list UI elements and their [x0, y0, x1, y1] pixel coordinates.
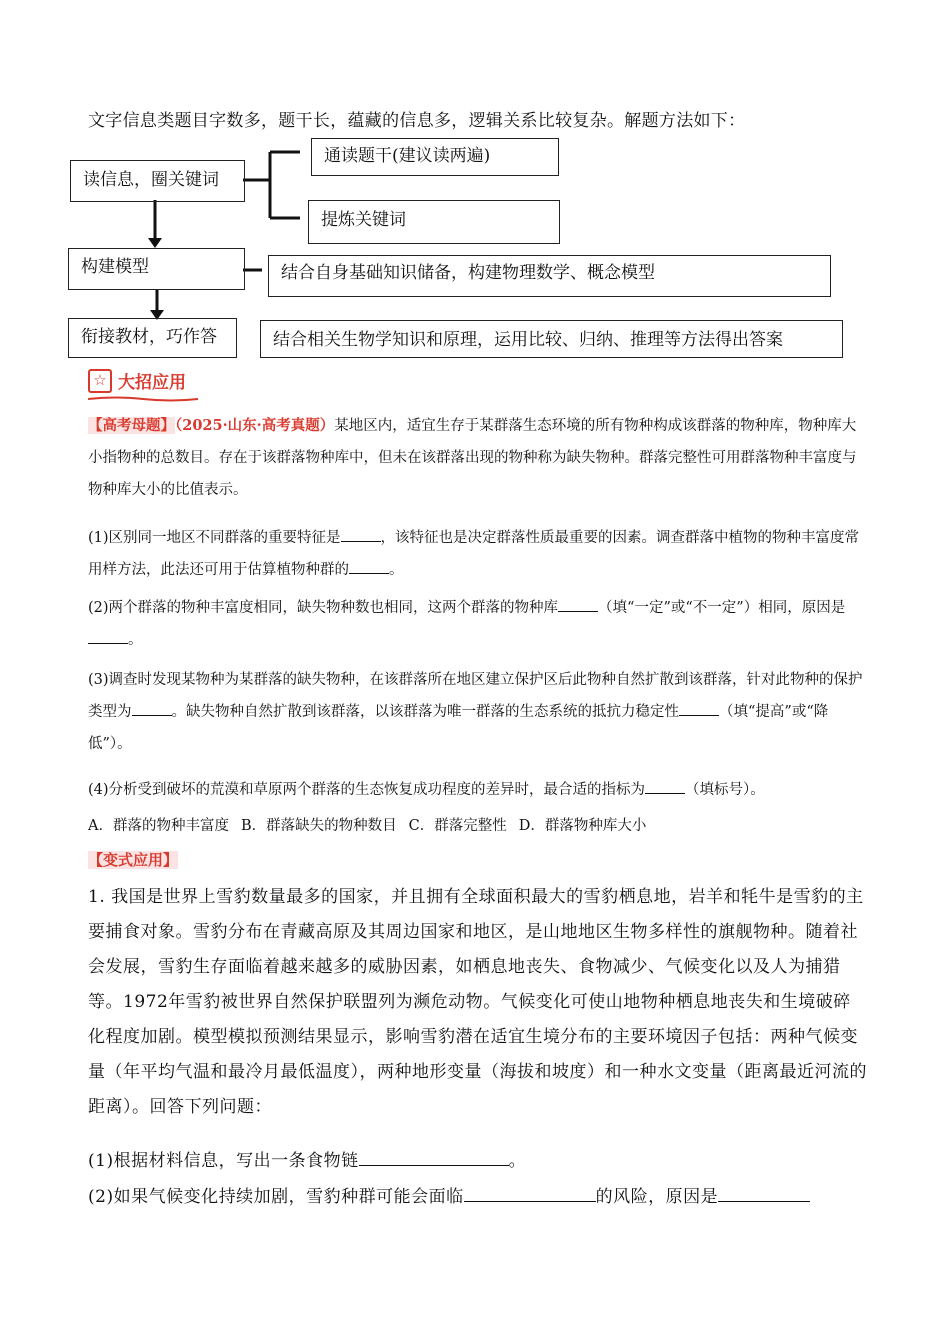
mother-question — [88, 410, 868, 506]
arrow-1-head — [148, 238, 162, 248]
answer-blank[interactable] — [349, 557, 389, 574]
answer-blank[interactable] — [645, 777, 685, 794]
option-b[interactable]: B．群落缺失的物种数目 — [240, 818, 397, 834]
answer-blank[interactable] — [359, 1149, 509, 1166]
variant-q1: (1)根据材料信息，写出一条食物链 。 — [88, 1151, 527, 1171]
flow-step-read: 读信息，圈关键词 — [70, 160, 245, 202]
section-badge-label: 大招应用 — [118, 373, 186, 393]
answer-blank[interactable] — [679, 699, 719, 716]
flow-sub-keywords: 提炼关键词 — [308, 200, 560, 244]
variant-stem: 1. 我国是世界上雪豹数量最多的国家，并且拥有全球面积最大的雪豹栖息地，岩羊和牦牛是雪豹的主要捕食对象。雪豹分布在青藏高原及其周边国家和地区，是山地地区生物多样性的旗舰物种。随着社会发展，雪豹生存面临着越来越多的威胁因素，如栖息地丧失、食物减少、气候变化以及人为捕猎等。1972年雪豹被世界自然保护联盟列为濒危动物。气候变化可使山地物种栖息地丧失和生境破碎化程度加剧。模型模拟预测结果显示，影响雪豹潜在适宜生境分布的主要环境因子包括：两种气候变量（年平均气温和最冷月最低温度），两种地形变量（海拔和坡度）和一种水文变量（距离最近河流的距离）。回答下列问题： — [88, 887, 867, 1117]
mother-tag: 【高考母题】 — [88, 417, 175, 434]
variant-q2: (2)如果气候变化持续加剧，雪豹种群可能会面临 的风险，原因是 — [88, 1180, 868, 1215]
badge-underline — [88, 396, 198, 402]
mother-q2: (2)两个群落的物种丰富度相同，缺失物种数也相同，这两个群落的物种库 （填“一定”或“不一定”）相同，原因是。 — [88, 592, 868, 656]
mother-q4: (4)分析受到破坏的荒漠和草原两个群落的生态恢复成功程度的差异时，最合适的指标为 （填标号）。 — [88, 774, 868, 806]
answer-blank[interactable] — [341, 525, 381, 542]
star-icon: ☆ — [88, 369, 112, 393]
answer-blank[interactable] — [132, 699, 172, 716]
mother-source: （2025·山东·高考真题） — [175, 417, 335, 434]
flow-answer-desc: 结合相关生物学知识和原理，运用比较、归纳、推理等方法得出答案 — [260, 320, 843, 358]
flow-sub-read-twice: 通读题干(建议读两遍) — [311, 138, 559, 176]
mother-q3: (3)调查时发现某物种为某群落的缺失物种，在该群落所在地区建立保护区后此物种自然扩散到该群落，针对此物种的保护类型为 。缺失物种自然扩散到该群落，以该群落为唯一群落的生态系统的抵抗力稳定性 （填“提高”或“降低”）。 — [88, 672, 863, 752]
answer-blank[interactable] — [558, 595, 598, 612]
flow-step-model: 构建模型 — [68, 248, 245, 290]
mother-stem: 某地区内，适宜生存于某群落生态环境的所有物种构成该群落的物种库，物种库大小指物种的总数目。存在于该群落物种库中，但未在该群落出现的物种称为缺失物种。群落完整性可用群落物种丰富度与物种库大小的比值表示。 — [88, 418, 857, 498]
mother-q1: (1)区别同一地区不同群落的重要特征是 ，该特征也是决定群落性质最重要的因素。调查群落中植物的物种丰富度常用样方法，此法还可用于估算植物种群的 。 — [88, 522, 868, 586]
flow-model-desc: 结合自身基础知识储备，构建物理数学、概念模型 — [268, 255, 831, 297]
answer-blank[interactable] — [464, 1185, 596, 1202]
section-badge — [88, 368, 186, 393]
option-d[interactable]: D．群落物种库大小 — [518, 818, 647, 834]
flow-step-answer: 衔接教材，巧作答 — [68, 318, 237, 358]
option-a[interactable]: A．群落的物种丰富度 — [88, 818, 229, 834]
variant-tag: 【变式应用】 — [88, 851, 179, 869]
option-c[interactable]: C．群落完整性 — [408, 818, 507, 834]
answer-blank[interactable] — [88, 627, 128, 644]
mother-options — [88, 810, 868, 842]
intro-text: 文字信息类题目字数多，题干长，蕴藏的信息多，逻辑关系比较复杂。解题方法如下： — [88, 111, 746, 131]
answer-blank[interactable] — [718, 1185, 810, 1202]
